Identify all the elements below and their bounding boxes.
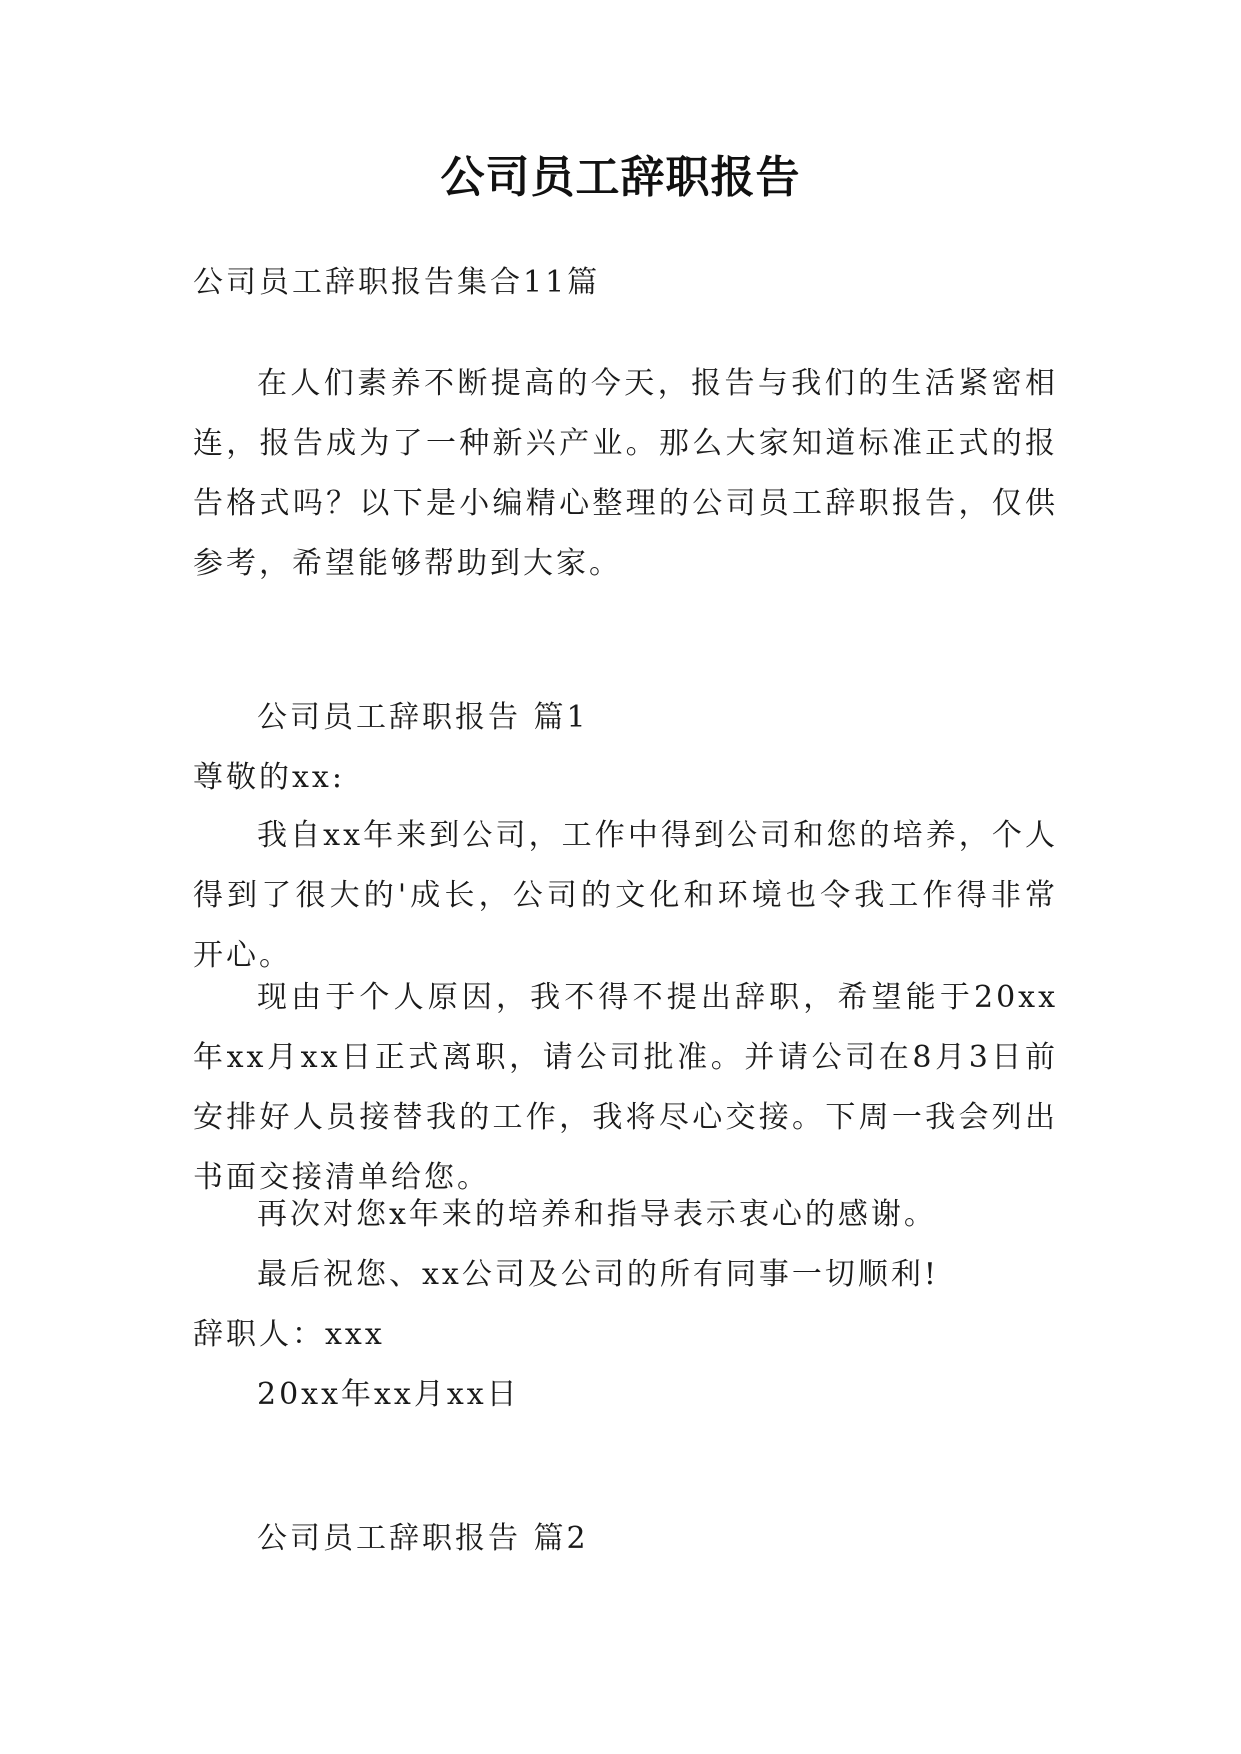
body-paragraph-2: 现由于个人原因，我不得不提出辞职，希望能于20xx年xx月xx日正式离职，请公司批准。并请公司在8月3日前安排好人员接替我的工作，我将尽心交接。下周一我会列出书面交接清单给您。 [193, 980, 1058, 1195]
salutation: 尊敬的xx: [193, 760, 345, 795]
intro-paragraph: 在人们素养不断提高的今天，报告与我们的生活紧密相连，报告成为了一种新兴产业。那么大家知道标准正式的报告格式吗？以下是小编精心整理的公司员工辞职报告，仅供参考，希望能够帮助到大家。 [193, 366, 1058, 581]
section-heading-1: 公司员工辞职报告 篇1 [257, 700, 589, 735]
signature-date: 20xx年xx月xx日 [257, 1377, 520, 1412]
signer: 辞职人：xxx [193, 1317, 385, 1352]
body-paragraph-3: 再次对您x年来的培养和指导表示衷心的感谢。 [257, 1197, 937, 1232]
body-paragraph-1: 我自xx年来到公司，工作中得到公司和您的培养，个人得到了很大的'成长，公司的文化和环境也令我工作得非常开心。 [193, 818, 1058, 973]
body-paragraph-4: 最后祝您、xx公司及公司的所有同事一切顺利! [257, 1257, 939, 1292]
document-title: 公司员工辞职报告 [440, 152, 801, 203]
document-subtitle: 公司员工辞职报告集合11篇 [193, 265, 601, 300]
section-heading-2: 公司员工辞职报告 篇2 [257, 1521, 589, 1556]
